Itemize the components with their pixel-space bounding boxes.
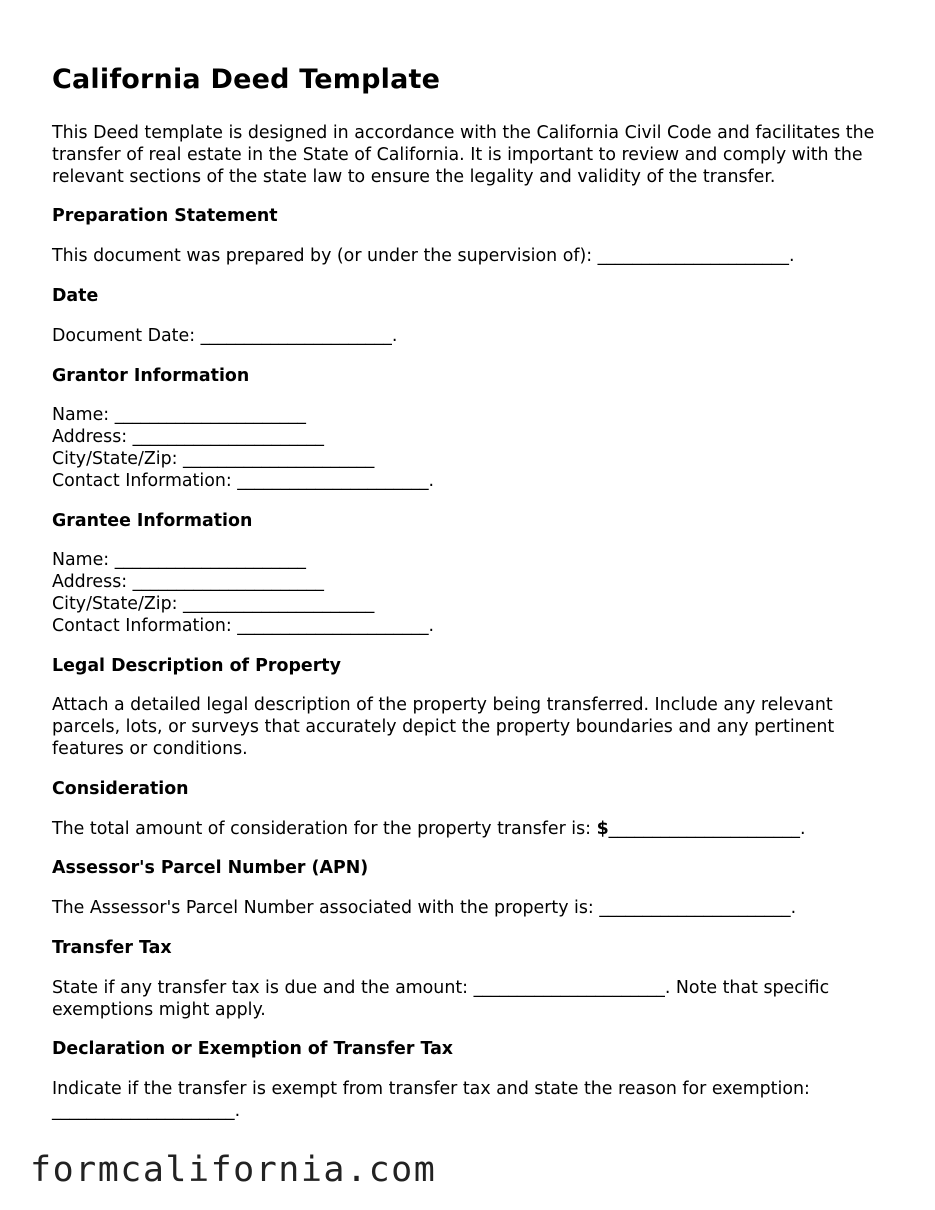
apn-blank[interactable]: ______________________ [599,898,791,919]
period: . [391,325,398,346]
grantor-name-line [52,405,892,427]
grantor-address-line [52,427,892,449]
document-date-label: Document Date: [52,325,201,346]
grantee-contact-label: Contact Information: [52,615,238,636]
grantee-contact-blank[interactable]: ______________________ [237,615,429,636]
grantee-name-blank[interactable]: ______________________ [114,550,306,571]
document-date-blank[interactable]: ______________________ [200,325,392,346]
intro-paragraph: This Deed template is designed in accordance with the California Civil Code and facilitates the transfer of real estate in the State of California. It is important to review and comply with the relevant sections of the state law to ensure the legality and validity of the transfer. [52,123,875,187]
grantor-city-label: City/State/Zip: [52,448,184,469]
period: . [234,1100,241,1121]
grantee-name-label: Name: [52,550,115,571]
grantee-city-line [52,594,892,616]
declaration-text: Indicate if the transfer is exempt from transfer tax and state the reason for exemption: [52,1079,810,1100]
period: . [788,246,795,267]
grantee-name-line [52,550,892,572]
currency-symbol: $ [596,818,609,839]
legal-description-text: Attach a detailed legal description of the property being transferred. Include any relevant parcels, lots, or surveys that accurately depict the property boundaries and any pertinent features or conditions. [52,695,835,759]
grantee-heading: Grantee Information [52,510,253,531]
legal-description-heading: Legal Description of Property [52,655,341,676]
preparer-blank[interactable]: ______________________ [597,246,789,267]
apn-text: The Assessor's Parcel Number associated with the property is: [52,898,600,919]
period: . [428,470,435,491]
grantor-contact-label: Contact Information: [52,470,238,491]
apn-heading: Assessor's Parcel Number (APN) [52,858,369,879]
grantor-contact-line [52,471,892,493]
grantor-name-blank[interactable]: ______________________ [114,405,306,426]
period: . [799,818,806,839]
transfer-tax-text: State if any transfer tax is due and the amount: [52,977,474,998]
grantor-heading: Grantor Information [52,365,250,386]
transfer-tax-suffix: . Note that specific exemptions might apply. [52,977,830,1020]
transfer-tax-line [52,978,892,1022]
consideration-heading: Consideration [52,778,189,799]
document-date-line [52,326,892,348]
consideration-text: The total amount of consideration for the property transfer is: [52,818,597,839]
period: . [790,898,797,919]
grantor-address-label: Address: [52,427,133,448]
date-heading: Date [52,285,99,306]
declaration-line [52,1079,892,1123]
grantor-name-label: Name: [52,405,115,426]
grantee-address-line [52,572,892,594]
grantee-address-blank[interactable]: ______________________ [132,572,324,593]
preparation-statement [52,246,892,268]
consideration-blank[interactable]: ______________________ [608,818,800,839]
grantee-contact-line [52,616,892,638]
grantee-city-label: City/State/Zip: [52,593,184,614]
grantor-contact-blank[interactable]: ______________________ [237,470,429,491]
grantor-city-line [52,449,892,471]
preparation-text: This document was prepared by (or under the supervision of): [52,246,598,267]
grantee-address-label: Address: [52,572,133,593]
transfer-tax-heading: Transfer Tax [52,937,172,958]
site-watermark: formcalifornia.com [30,1150,437,1190]
transfer-tax-blank[interactable]: ______________________ [473,977,665,998]
consideration-line [52,819,892,841]
document-page [52,62,892,1141]
page-title: California Deed Template [52,64,441,95]
grantee-city-blank[interactable]: ______________________ [183,593,375,614]
declaration-blank[interactable]: _____________________ [52,1100,235,1121]
grantor-fields [52,405,892,492]
declaration-heading: Declaration or Exemption of Transfer Tax [52,1039,454,1060]
grantor-city-blank[interactable]: ______________________ [183,448,375,469]
apn-line [52,898,892,920]
period: . [428,615,435,636]
grantee-fields [52,550,892,637]
grantor-address-blank[interactable]: ______________________ [132,427,324,448]
preparation-heading: Preparation Statement [52,206,278,227]
